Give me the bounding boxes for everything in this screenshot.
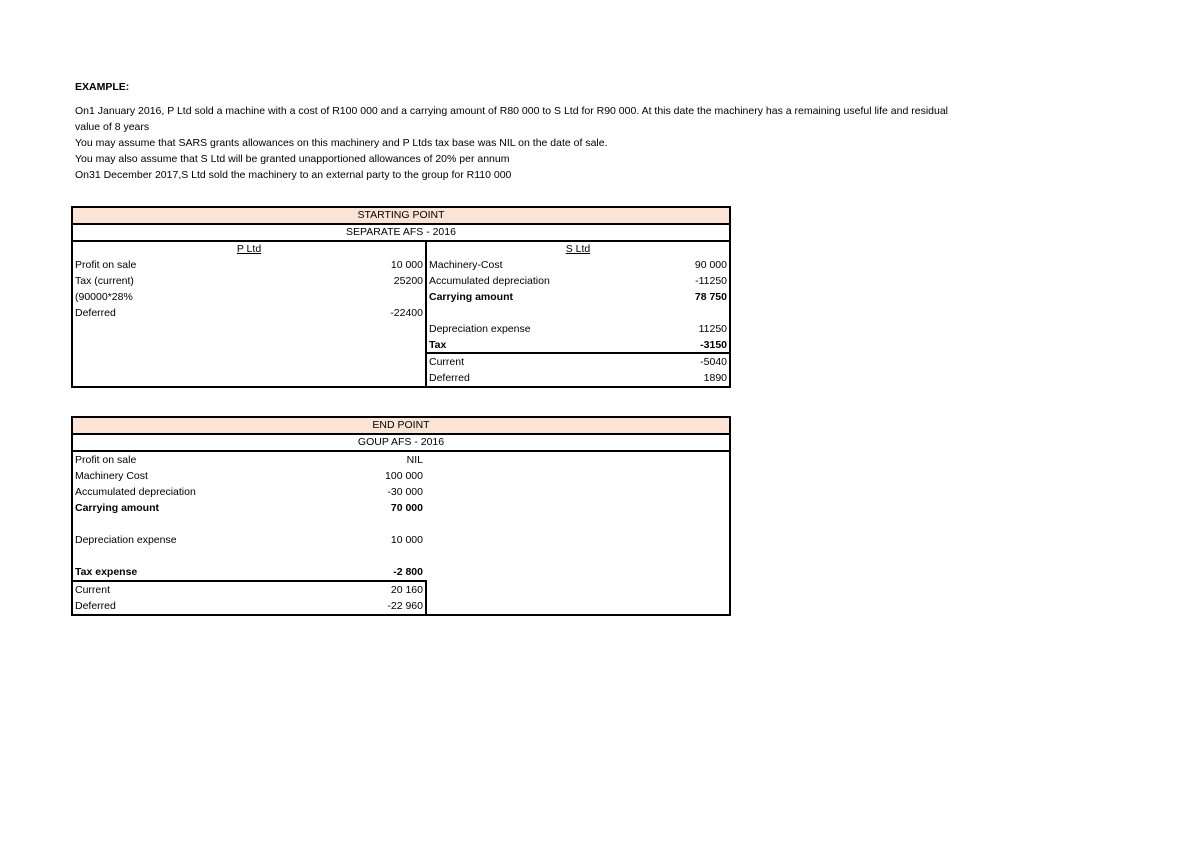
starting-point-table bbox=[71, 206, 731, 388]
row-label: (90000*28% bbox=[75, 291, 133, 303]
row-label: Tax bbox=[429, 339, 447, 351]
row-value: 90 000 bbox=[694, 259, 727, 271]
p-ltd-column bbox=[73, 242, 427, 386]
group-afs-header: GOUP AFS - 2016 bbox=[73, 435, 729, 452]
end-point-rows bbox=[73, 452, 729, 614]
table-row bbox=[427, 354, 729, 370]
row-label bbox=[73, 548, 425, 564]
row-value: -3150 bbox=[700, 339, 727, 351]
intro-line: On31 December 2017,S Ltd sold the machinery to an external party to the group for R110 000 bbox=[75, 169, 512, 181]
table-row bbox=[73, 582, 427, 598]
row-label: Profit on sale bbox=[75, 259, 137, 271]
table-row bbox=[73, 500, 729, 516]
table-row bbox=[427, 370, 729, 386]
row-value: 10 000 bbox=[390, 534, 423, 546]
row-label: Current bbox=[75, 584, 111, 596]
row-value: 11250 bbox=[698, 323, 727, 335]
table-row bbox=[73, 305, 425, 321]
table-row bbox=[73, 257, 425, 273]
table-row bbox=[73, 289, 425, 305]
row-label: Carrying amount bbox=[429, 291, 514, 303]
row-label: Accumulated depreciation bbox=[75, 486, 196, 498]
row-label: Depreciation expense bbox=[429, 323, 531, 335]
example-intro bbox=[75, 79, 1005, 183]
row-label bbox=[429, 305, 727, 321]
table-row bbox=[73, 468, 729, 484]
row-label bbox=[73, 516, 425, 532]
table-row bbox=[73, 273, 425, 289]
table-row bbox=[427, 289, 729, 305]
row-label: Profit on sale bbox=[75, 454, 137, 466]
intro-line: On1 January 2016, P Ltd sold a machine with a cost of R100 000 and a carrying amount of R80 000 to S Ltd for R90 000. At this date the machinery has a remaining useful life and residual bbox=[75, 105, 949, 117]
row-label: Depreciation expense bbox=[75, 534, 177, 546]
row-value: -5040 bbox=[700, 356, 727, 368]
table-row bbox=[427, 257, 729, 273]
p-ltd-title: P Ltd bbox=[236, 243, 262, 255]
table-row bbox=[427, 321, 729, 337]
row-value: 78 750 bbox=[694, 291, 727, 303]
row-value: 100 000 bbox=[385, 470, 423, 482]
row-value: -22 960 bbox=[387, 600, 423, 612]
table-row bbox=[73, 598, 427, 614]
row-value: 25200 bbox=[393, 275, 423, 287]
row-value: -2 800 bbox=[393, 566, 423, 578]
end-point-table bbox=[71, 416, 731, 616]
table-row bbox=[73, 532, 729, 548]
row-value: 70 000 bbox=[390, 502, 423, 514]
table-row bbox=[73, 548, 729, 564]
row-value: -22400 bbox=[390, 307, 423, 319]
row-value: 1890 bbox=[703, 372, 727, 384]
row-value: -30 000 bbox=[387, 486, 423, 498]
row-label: Carrying amount bbox=[75, 502, 160, 514]
row-label: Accumulated depreciation bbox=[429, 275, 550, 287]
starting-point-header: STARTING POINT bbox=[73, 208, 729, 225]
s-ltd-column bbox=[427, 242, 729, 386]
row-label: Tax expense bbox=[75, 566, 138, 578]
row-label: Machinery-Cost bbox=[429, 259, 503, 271]
separate-afs-header: SEPARATE AFS - 2016 bbox=[73, 225, 729, 242]
row-label: Deferred bbox=[75, 600, 116, 612]
row-label: Deferred bbox=[429, 372, 470, 384]
row-label: Tax (current) bbox=[75, 275, 134, 287]
table-row bbox=[73, 484, 729, 500]
table-row bbox=[73, 516, 729, 532]
row-value: NIL bbox=[406, 454, 423, 466]
example-title: EXAMPLE: bbox=[75, 81, 130, 93]
table-row bbox=[73, 452, 729, 468]
table-row bbox=[427, 273, 729, 289]
row-value: -11250 bbox=[695, 275, 727, 287]
row-label: Machinery Cost bbox=[75, 470, 148, 482]
row-value: 10 000 bbox=[390, 259, 423, 271]
table-row bbox=[427, 337, 729, 354]
table-row bbox=[427, 305, 729, 321]
intro-line: value of 8 years bbox=[75, 121, 150, 133]
row-value: 20 160 bbox=[390, 584, 423, 596]
table-row bbox=[73, 564, 427, 582]
s-ltd-title: S Ltd bbox=[565, 243, 591, 255]
intro-line: You may assume that SARS grants allowances on this machinery and P Ltds tax base was NIL on the date of sale. bbox=[75, 137, 608, 149]
row-label: Current bbox=[429, 356, 465, 368]
intro-line: You may also assume that S Ltd will be granted unapportioned allowances of 20% per annum bbox=[75, 153, 510, 165]
row-label: Deferred bbox=[75, 307, 116, 319]
end-point-header: END POINT bbox=[73, 418, 729, 435]
